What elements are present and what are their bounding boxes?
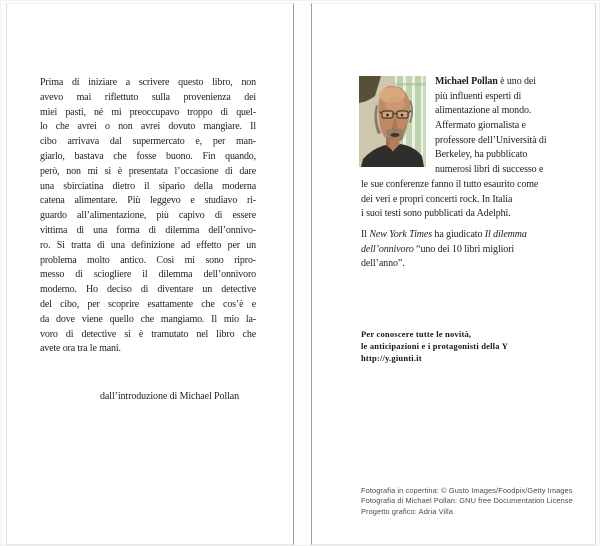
- promo-url: http://y.giunti.it: [361, 352, 422, 363]
- bio-line-text: è uno dei: [497, 76, 536, 87]
- author-name: Michael Pollan: [435, 76, 498, 87]
- excerpt-line: catena alimentare. Più leggevo e studiavo ri-: [40, 195, 256, 207]
- bio-line: Affermato giornalista e: [435, 120, 526, 132]
- excerpt-line: vittima di una forma di dilemma dell’onnivo-: [40, 224, 256, 236]
- bio-line: professore dell’Università di: [435, 134, 547, 146]
- review-quote-line: dell’onnivoro “uno dei 10 libri migliori: [361, 243, 515, 255]
- excerpt-line: giarlo, bastava che fosse buono. Fin quando,: [40, 150, 256, 162]
- author-bio: [361, 75, 579, 222]
- excerpt-line: avete ora tra le mani.: [40, 343, 121, 355]
- bio-line: dei veri e propri concerti rock. In Italia: [361, 193, 513, 205]
- right-flap: [311, 3, 596, 545]
- excerpt-line: avevo mai riflettuto sulla provenienza dei: [40, 91, 256, 103]
- promo-line: le anticipazioni e i protagonisti della Y: [361, 340, 509, 351]
- bio-line: alimentazione al mondo.: [435, 105, 532, 117]
- bio-line: [435, 75, 579, 90]
- bio-line: Berkeley, ha pubblicato: [435, 149, 528, 161]
- publisher-promo: [361, 329, 579, 364]
- excerpt-line: moderno. Ho deciso di diventare un detective: [40, 284, 256, 296]
- excerpt-line: Prima di iniziare a scrivere questo libro, non: [40, 77, 256, 88]
- book-title: dell’onnivoro: [361, 243, 414, 255]
- excerpt-line: una sbirciatina dietro il sipario della moderna: [40, 180, 256, 192]
- excerpt-line: ro. Si tratta di una definizione ad effetto per un: [40, 239, 256, 251]
- excerpt-paragraph: [40, 76, 256, 357]
- excerpt-line: problema molto antico. Così mi sono ripro-: [40, 254, 256, 266]
- book-title: Il dilemma: [484, 229, 527, 240]
- bio-line: numerosi libri di successo e: [435, 164, 544, 176]
- excerpt-line: lo che avrei o non avrei dovuto mangiare. Il: [40, 121, 256, 133]
- excerpt-line: però, non mi si è presentata l’occasione di dare: [40, 165, 256, 177]
- credit-line: Progetto grafico: Adria Villa: [361, 506, 453, 516]
- excerpt-line: messo di sciogliere il dilemma dell’onnivoro: [40, 269, 256, 281]
- bio-line: più influenti esperti di: [435, 90, 522, 102]
- review-quote-line: Il New York Times ha giudicato Il dilemma: [361, 229, 527, 240]
- excerpt-line: guardo all’alimentazione, più capivo di essere: [40, 210, 256, 222]
- excerpt-line: del cibo, per scoprire esattamente che cos’è e: [40, 298, 256, 310]
- left-flap: [6, 3, 294, 545]
- credit-line: Fotografia in copertina: © Gusto Images/Foodpix/Getty Images: [361, 486, 573, 495]
- excerpt-line: da dove viene quello che mangiamo. Il mio la-: [40, 313, 256, 325]
- excerpt-attribution: dall’introduzione di Michael Pollan: [100, 391, 239, 402]
- review-quote: [361, 228, 579, 272]
- excerpt-line: voro di detective si è tramutato nel libro che: [40, 328, 256, 340]
- bio-line: le sue conferenze fanno il tutto esaurito come: [361, 178, 539, 190]
- excerpt-line: miei pasti, né mi preoccupavo troppo di quel-: [40, 106, 256, 118]
- publication-name: New York Times: [369, 229, 433, 240]
- promo-line: Per conoscere tutte le novità,: [361, 329, 472, 339]
- credit-line: Fotografia di Michael Pollan: GNU free Documentation License: [361, 496, 573, 506]
- excerpt-line: cibo arrivava dal supermercato e, per man-: [40, 136, 256, 148]
- review-quote-line: dell’anno”.: [361, 258, 405, 270]
- bio-line: i suoi testi sono pubblicati da Adelphi.: [361, 208, 511, 220]
- photo-credits: [361, 486, 591, 517]
